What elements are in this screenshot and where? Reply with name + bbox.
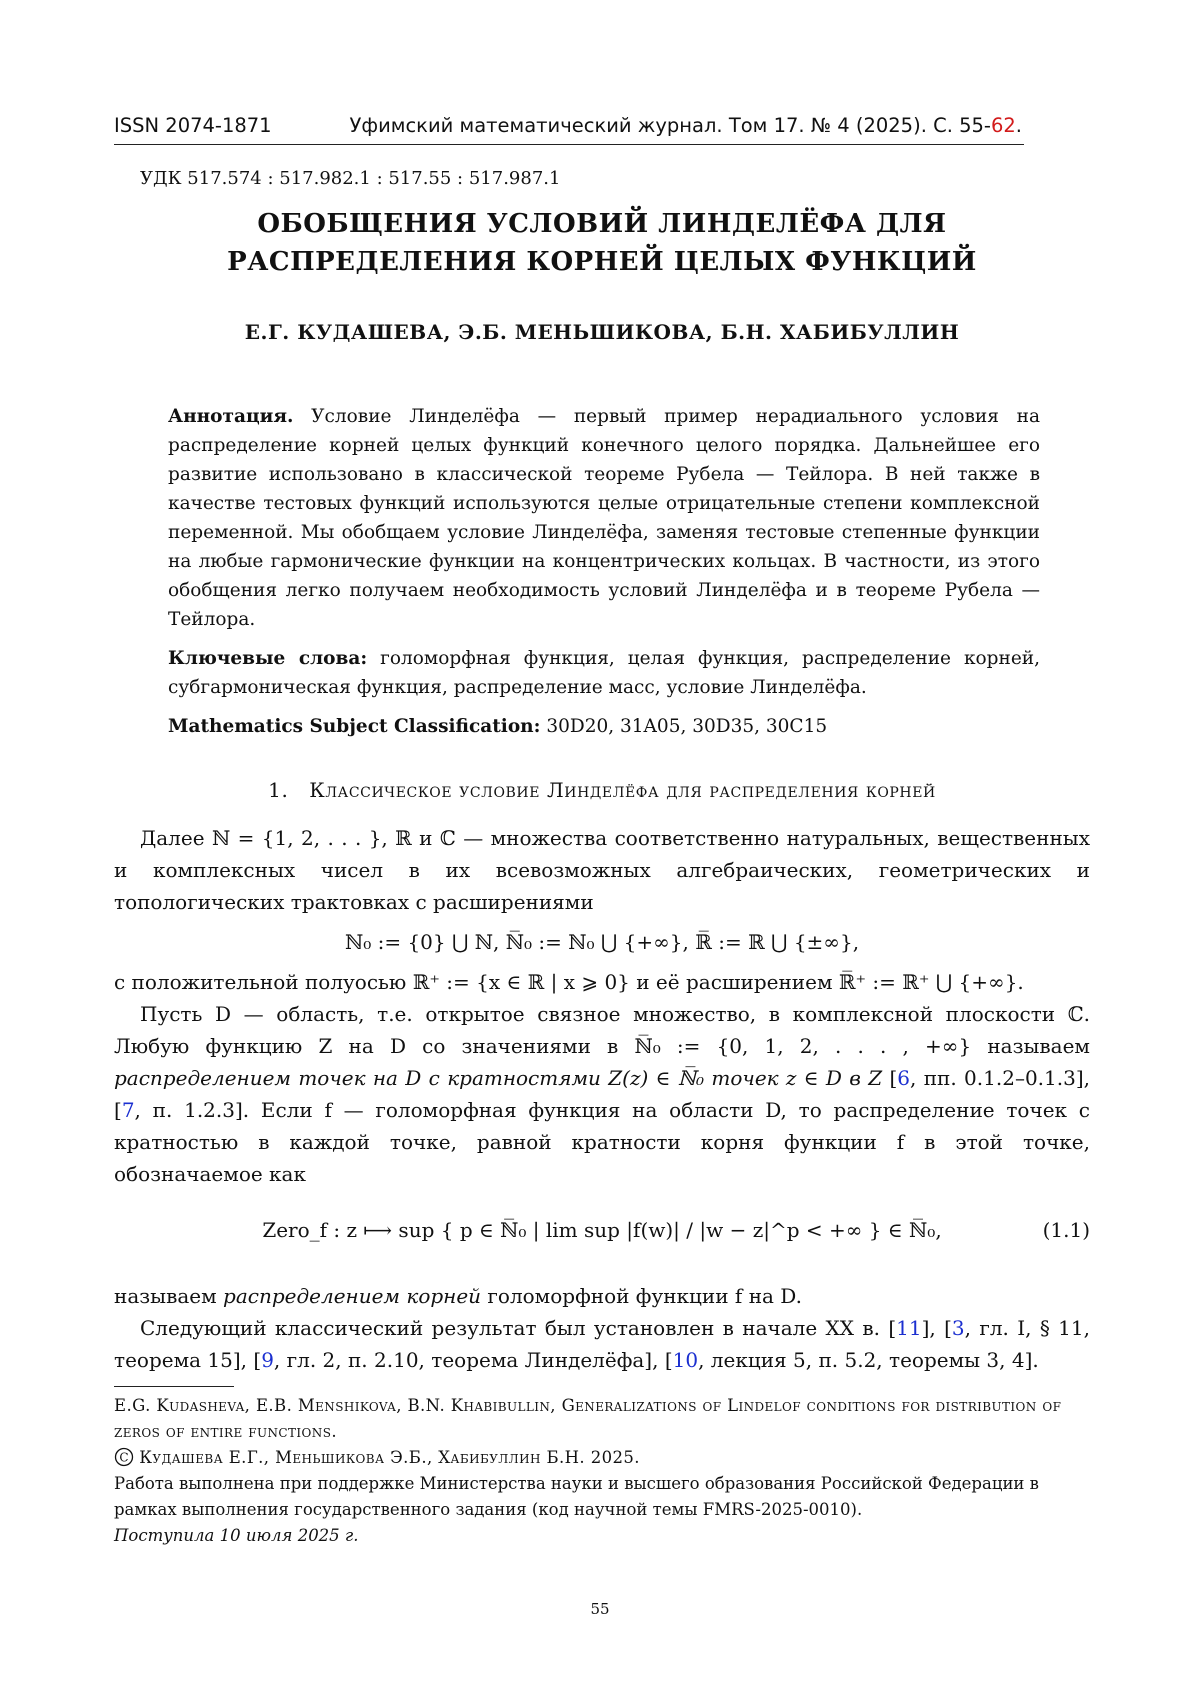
english-title: E.G. Kudasheva, E.B. Menshikova, B.N. Khabibullin, Generalizations of Lindelof conditions for distribution of zeros of entire functions. (114, 1396, 1062, 1441)
section-title: Классическое условие Линделёфа для распределения корней (309, 778, 936, 802)
section-number: 1. (268, 778, 289, 802)
zero-formula: Zero_f : z ⟼ sup { p ∈ ℕ̅₀ | lim sup |f(w)| / |w − z|^p < +∞ } ∈ ℕ̅₀, (262, 1218, 942, 1242)
p3-emphasis: распределением точек на D с кратностями Z(z) ∈ ℕ̅₀ точек z ∈ D в Z (114, 1066, 883, 1090)
p4-text-b: голоморфной функции f на D. (481, 1284, 802, 1308)
paragraph-3 (114, 998, 1090, 1190)
footnote-rule (114, 1386, 234, 1387)
p3-text-a: Пусть D — область, т.е. открытое связное множество, в комплексной плоскости ℂ. Любую функцию Z на D со значениями в ℕ̅₀ := {0, 1, 2, . . . , +∞} называем (114, 1002, 1090, 1058)
footnotes (114, 1393, 1090, 1549)
funding-note: Работа выполнена при поддержке Министерства науки и высшего образования Российской Федерации в рамках выполнения государственного задания (код научной темы FMRS-2025-0010). (114, 1474, 1039, 1519)
p3-text-c: , пп. 0.1.2–0.1.3], [ (114, 1066, 1090, 1122)
udk-code: УДК 517.574 : 517.982.1 : 517.55 : 517.987.1 (140, 168, 561, 189)
equation-extensions: ℕ₀ := {0} ⋃ ℕ, ℕ̅₀ := ℕ₀ ⋃ {+∞}, ℝ̅ := ℝ ⋃ {±∞}, (344, 930, 860, 954)
ref-6-link[interactable]: 6 (897, 1066, 911, 1090)
journal-citation: Уфимский математический журнал. Том 17. № 4 (2025). С. 55- (349, 114, 991, 137)
title-line-2: РАСПРЕДЕЛЕНИЯ КОРНЕЙ ЦЕЛЫХ ФУНКЦИЙ (227, 247, 977, 277)
p5-text-e: , лекция 5, п. 5.2, теоремы 3, 4]. (698, 1348, 1039, 1372)
paragraph-5 (114, 1312, 1090, 1376)
paper-title (114, 205, 1090, 281)
abstract-text: Условие Линделёфа — первый пример нерадиального условия на распределение корней целых функций конечного целого порядка. Дальнейшее его развитие использовано в классической теореме Рубела — Тейлора. В ней также в качестве тестовых функций используются целые отрицательные степени комплексной переменной. Мы обобщаем условие Линделёфа, заменяя тестовые степенные функции на любые гармонические функции на концентрических кольцах. В частности, из этого обобщения легко получаем необходимость условий Линделёфа и в теореме Рубела — Тейлора. (168, 406, 1040, 630)
section-heading (114, 778, 1090, 802)
keywords (168, 644, 1040, 702)
authors: Е.Г. КУДАШЕВА, Э.Б. МЕНЬШИКОВА, Б.Н. ХАБИБУЛЛИН (244, 320, 960, 344)
journal-info (350, 112, 1022, 140)
abstract (168, 402, 1040, 634)
header-dot: . (1015, 114, 1022, 137)
paragraph-4 (114, 1280, 1090, 1312)
issn: ISSN 2074-1871 (114, 114, 272, 137)
p5-text-d: , гл. 2, п. 2.10, теорема Линделёфа], [ (273, 1348, 673, 1372)
equation-1-1 (114, 1198, 1090, 1272)
p5-text-a: Следующий классический результат был установлен в начале XX в. [ (140, 1316, 897, 1340)
p3-text-d: , п. 1.2.3]. Если f — голоморфная функция на области D, то распределение точек с кратностью в каждой точке, равной кратности корня функции f в этой точке, обозначаемое как (114, 1098, 1090, 1186)
abstract-block (168, 402, 1040, 751)
p5-text-b: ], [ (921, 1316, 952, 1340)
keywords-text: голоморфная функция, целая функция, распределение корней, субгармоническая функция, распределение масс, условие Линделёфа. (168, 648, 1040, 698)
abstract-label: Аннотация. (168, 406, 294, 427)
page-number: 55 (590, 1600, 610, 1618)
ref-3-link[interactable]: 3 (951, 1316, 965, 1340)
equation-number: (1.1) (1042, 1218, 1090, 1242)
msc-codes: 30D20, 31A05, 30D35, 30C15 (546, 716, 828, 737)
svg-text:C: C (119, 1450, 129, 1465)
body-text (114, 822, 1090, 1376)
received-text: Поступила 10 июля 2025 г. (114, 1526, 359, 1545)
keywords-label: Ключевые слова: (168, 648, 368, 669)
copyright-icon (114, 1447, 134, 1467)
p4-text-a: называем (114, 1284, 224, 1308)
msc (168, 712, 1040, 741)
copyright-text: Кудашева Е.Г., Меньшикова Э.Б., Хабибуллин Б.Н. 2025. (139, 1448, 640, 1467)
received-date (114, 1523, 1090, 1549)
p3-text-b: [ (882, 1066, 898, 1090)
ref-9-link[interactable]: 9 (261, 1348, 274, 1372)
msc-label: Mathematics Subject Classification: (168, 716, 541, 737)
running-header (114, 112, 1024, 145)
p5-text-c: , гл. I, § 11, теорема 15], [ (114, 1316, 1090, 1372)
paragraph-1: Далее ℕ = {1, 2, . . . }, ℝ и ℂ — множества соответственно натуральных, вещественных и комплексных чисел в их всевозможных алгебраических, геометрических и топологических трактовках с расширениями (114, 826, 1090, 914)
last-page-link[interactable]: 62 (990, 114, 1016, 137)
ref-10-link[interactable]: 10 (672, 1348, 699, 1372)
p4-emphasis: распределением корней (223, 1284, 482, 1308)
paragraph-2: с положительной полуосью ℝ⁺ := {x ∈ ℝ | x ⩾ 0} и её расширением ℝ̅⁺ := ℝ⁺ ⋃ {+∞}. (114, 970, 1024, 994)
copyright-line (114, 1445, 1090, 1471)
ref-7-link[interactable]: 7 (121, 1098, 135, 1122)
title-line-1: ОБОБЩЕНИЯ УСЛОВИЙ ЛИНДЕЛЁФА ДЛЯ (257, 209, 947, 239)
ref-11-link[interactable]: 11 (896, 1316, 922, 1340)
